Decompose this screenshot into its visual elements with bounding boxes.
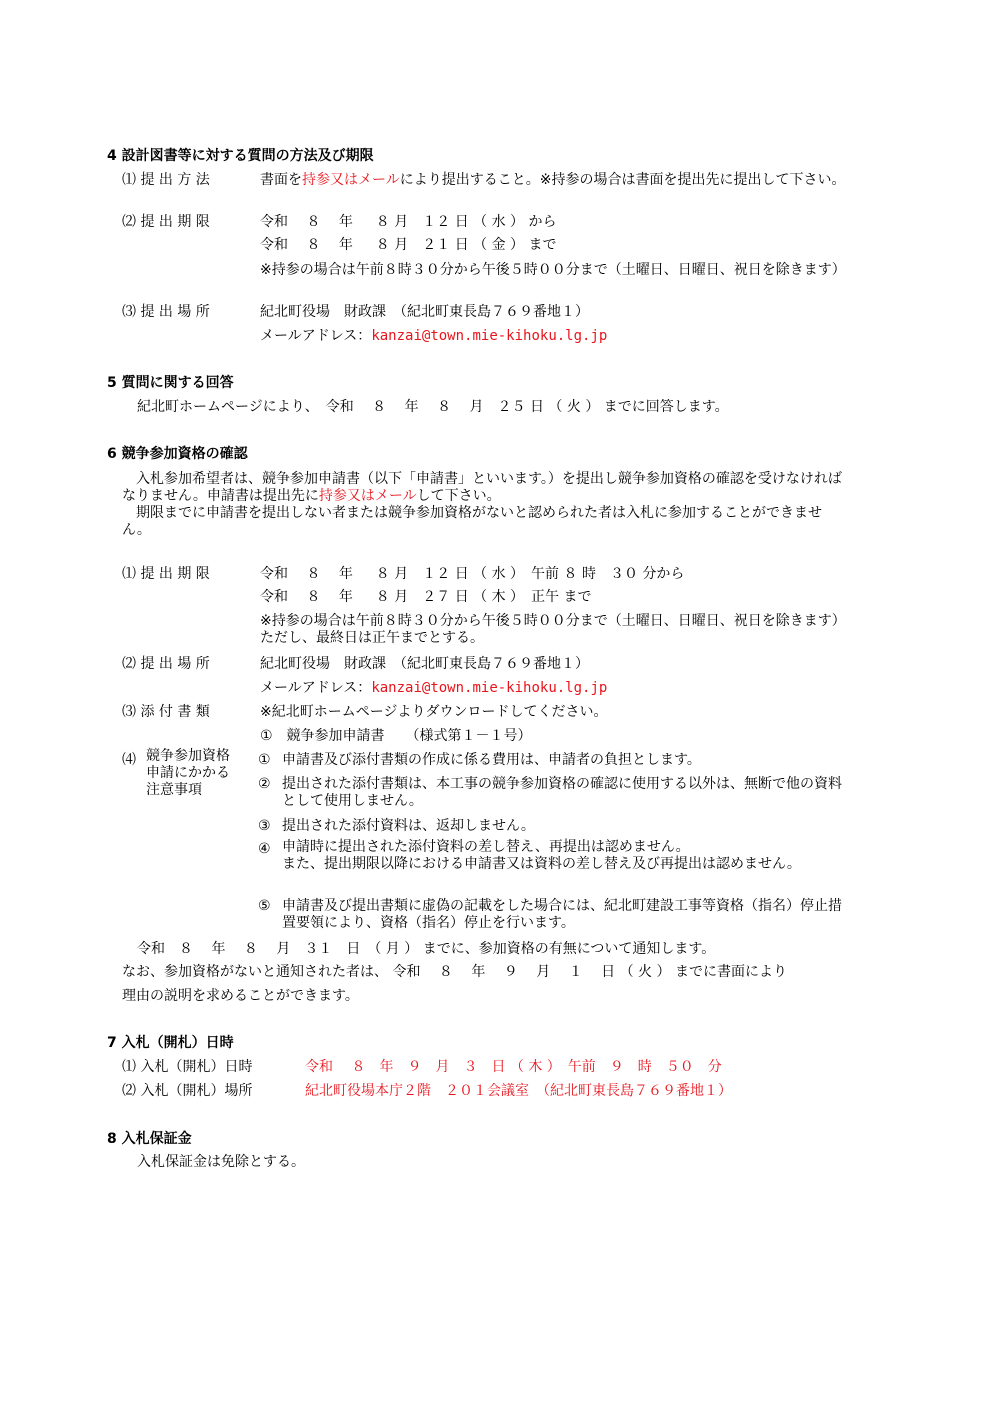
- s6-note-text: 提出された添付資料は、返却しません。: [282, 818, 535, 834]
- s7-place-label: ⑵ 入札（開札）場所: [122, 1083, 253, 1099]
- s6-paragraph-1: [122, 471, 850, 505]
- s4-method-label: ⑴ 提 出 方 法: [122, 172, 210, 188]
- s4-mail-label: メールアドレス：: [260, 328, 372, 344]
- s7-date-label: ⑴ 入札（開札）日時: [122, 1059, 253, 1075]
- s6-p1-post: して下さい。: [416, 488, 501, 504]
- s6-note-mark: ③: [258, 818, 271, 834]
- s6-deadline-from: 令和 ８ 年 ８ 月 １２ 日 （ 水 ） 午前 ８ 時 ３０ 分から: [260, 566, 685, 582]
- s6-notes-label: 競争参加資格申請にかかる注意事項: [146, 748, 230, 798]
- section-4-heading: 4 設計図書等に対する質問の方法及び期限: [107, 148, 374, 164]
- s6-note-text: 申請書及び提出書類に虚偽の記載をした場合には、紀北町建設工事等資格（指名）停止措置要領により、資格（指名）停止を行います。: [282, 898, 842, 931]
- s4-deadline-note: ※持参の場合は午前８時３０分から午後５時００分まで（土曜日、日曜日、祝日を除きます）: [260, 262, 846, 278]
- s6-attach-label: ⑶ 添 付 書 類: [122, 704, 210, 720]
- s6-note-mark: ②: [258, 776, 271, 792]
- s7-date-value: 令和 ８ 年 ９ 月 ３ 日 （ 木 ） 午前 ９ 時 ５０ 分: [305, 1059, 722, 1075]
- s4-deadline-from: 令和 ８ 年 ８ 月 １２ 日 （ 水 ） から: [260, 214, 557, 230]
- s6-deadline-to: 令和 ８ 年 ８ 月 ２７ 日 （ 木 ） 正午 まで: [260, 589, 592, 605]
- s6-deadline-note: ※持参の場合は午前８時３０分から午後５時００分まで（土曜日、日曜日、祝日を除きます）ただし、最終日は正午までとする。: [260, 613, 846, 646]
- s6-p1-red: 持参又はメール: [318, 488, 417, 504]
- s6-mail-label: メールアドレス：: [260, 680, 372, 696]
- s6-mail-line: [260, 680, 607, 697]
- s6-place-label: ⑵ 提 出 場 所: [122, 656, 210, 672]
- s6-attach-item: ① 競争参加申請書 （様式第１－１号）: [260, 728, 532, 744]
- s5-text: 紀北町ホームページにより、 令和 ８ 年 ８ 月 ２５ 日 （ 火 ） までに回答します。: [137, 399, 729, 415]
- s6-attach-note: ※紀北町ホームページよりダウンロードしてください。: [260, 704, 608, 720]
- s4-method-red: 持参又はメール: [302, 172, 400, 188]
- s4-deadline-label: ⑵ 提 出 期 限: [122, 214, 210, 230]
- s4-mail-line: [260, 328, 607, 345]
- section-7-heading: 7 入札（開札）日時: [107, 1035, 234, 1051]
- s6-notify-2: なお、参加資格がないと通知された者は、 令和 ８ 年 ９ 月 １ 日 （ 火 ） までに書面により: [122, 964, 787, 980]
- s6-note-text: 申請書及び添付書類の作成に係る費用は、申請者の負担とします。: [282, 752, 701, 768]
- s6-note-text: 申請時に提出された添付資料の差し替え、再提出は認めません。: [282, 839, 690, 855]
- s6-note-text: また、提出期限以降における申請書又は資料の差し替え及び再提出は認めません。: [282, 856, 801, 872]
- s4-place: 紀北町役場 財政課 （紀北町東長島７６９番地１）: [260, 304, 589, 320]
- s6-notes-num: ⑷: [122, 752, 136, 768]
- s4-method-post: により提出すること。※持参の場合は書面を提出先に提出して下さい。: [399, 172, 846, 188]
- s6-paragraph-2: 期限までに申請書を提出しない者または競争参加資格がないと認められた者は入札に参加することができません。: [122, 505, 822, 538]
- s6-mail-link[interactable]: kanzai@town.mie-kihoku.lg.jp: [371, 680, 608, 696]
- s6-note-mark: ①: [258, 752, 271, 768]
- section-6-heading: 6 競争参加資格の確認: [107, 446, 248, 462]
- s6-notify-3: 理由の説明を求めることができます。: [122, 988, 359, 1004]
- s4-mail-link[interactable]: kanzai@town.mie-kihoku.lg.jp: [371, 328, 608, 344]
- s6-p1-pre: 入札参加希望者は、競争参加申請書（以下「申請書」といいます。）を提出し競争参加資格の確認を受けなければなりません。申請書は提出先に: [122, 471, 842, 504]
- section-5-heading: 5 質問に関する回答: [107, 375, 234, 391]
- s6-note-mark: ⑤: [258, 898, 271, 914]
- s6-note-text: 提出された添付書類は、本工事の競争参加資格の確認に使用する以外は、無断で他の資料として使用しません。: [282, 776, 842, 809]
- s4-method-text: [260, 172, 850, 189]
- s4-deadline-to: 令和 ８ 年 ８ 月 ２１ 日 （ 金 ） まで: [260, 237, 557, 253]
- section-8-heading: 8 入札保証金: [107, 1131, 192, 1147]
- s6-notify: 令和 ８ 年 ８ 月 ３１ 日 （ 月 ） までに、参加資格の有無について通知します。: [137, 941, 716, 957]
- s4-method-pre: 書面を: [260, 172, 302, 188]
- s7-place-value: 紀北町役場本庁２階 ２０１会議室 （紀北町東長島７６９番地１）: [305, 1083, 732, 1099]
- s6-note-mark: ④: [258, 841, 271, 857]
- s6-deadline-label: ⑴ 提 出 期 限: [122, 566, 210, 582]
- s6-place: 紀北町役場 財政課 （紀北町東長島７６９番地１）: [260, 656, 589, 672]
- s8-text: 入札保証金は免除とする。: [137, 1154, 305, 1170]
- s4-place-label: ⑶ 提 出 場 所: [122, 304, 210, 320]
